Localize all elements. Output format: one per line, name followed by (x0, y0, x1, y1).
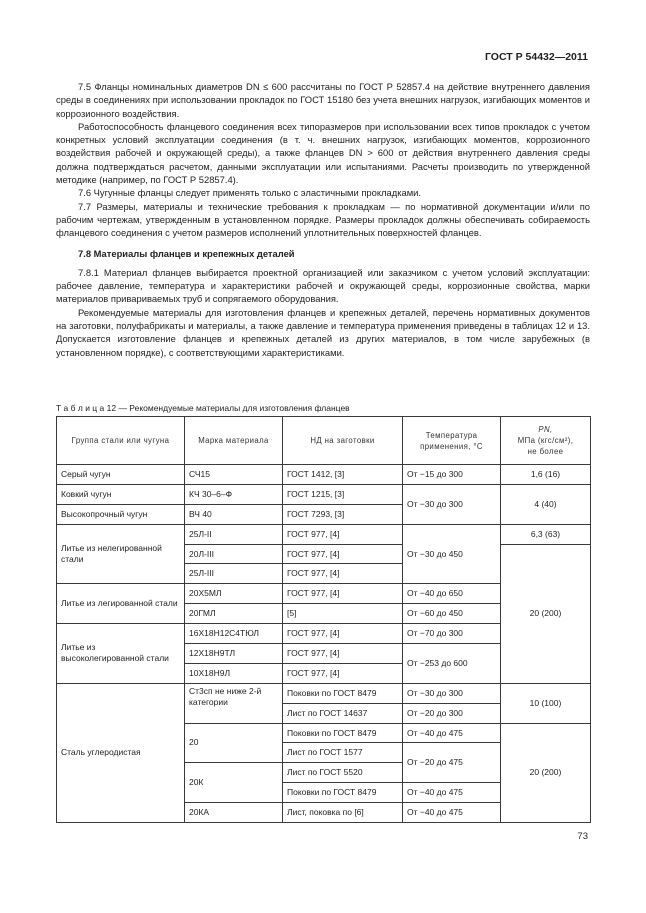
cell-grade: 10Х18Н9Л (185, 663, 283, 683)
header-pressure (501, 417, 591, 465)
header-temperature: Температура применения, °С (403, 417, 501, 465)
cell-pressure: 1,6 (16) (501, 465, 591, 485)
cell-nd: Лист по ГОСТ 14637 (283, 703, 403, 723)
cell-nd: Поковки по ГОСТ 8479 (283, 783, 403, 803)
table-header-row (57, 417, 591, 465)
cell-group: Серый чугун (57, 465, 185, 485)
cell-temperature: От −20 до 475 (403, 743, 501, 783)
cell-temperature: От −15 до 300 (403, 465, 501, 485)
cell-grade: КЧ 30–6–Ф (185, 484, 283, 504)
cell-group: Высокопрочный чугун (57, 504, 185, 524)
cell-nd: ГОСТ 1412, [3] (283, 465, 403, 485)
cell-grade: 20К (185, 763, 283, 803)
cell-nd: ГОСТ 977, [4] (283, 544, 403, 564)
table-caption-label: Т а б л и ц а 12 (56, 403, 117, 413)
header-pn: PN, (538, 425, 553, 434)
cell-nd: ГОСТ 977, [4] (283, 624, 403, 644)
section-heading-7-8: 7.8 Материалы фланцев и крепежных деталей (78, 247, 295, 259)
cell-pressure: 20 (200) (501, 723, 591, 822)
header-group: Группа стали или чугуна (57, 417, 185, 465)
cell-group: Литье из нелегированной стали (57, 524, 185, 584)
header-pn-max: не более (527, 447, 564, 456)
cell-nd: Лист по ГОСТ 5520 (283, 763, 403, 783)
cell-temperature: От −40 до 475 (403, 803, 501, 823)
cell-pressure: 10 (100) (501, 683, 591, 723)
table-row (57, 484, 591, 504)
cell-grade: 25Л-II (185, 524, 283, 544)
paragraph-7-8-1: 7.8.1 Материал фланцев выбирается проектной организацией или заказчиком с учетом условий эксплуатации: рабочее давление, температура и характеристики рабочей и окружающей среды, коррозионные свойства, марки материалов привариваемых труб и сопрягаемого оборудования. (56, 266, 590, 305)
cell-temperature: От −30 до 450 (403, 524, 501, 584)
table-row (57, 465, 591, 485)
cell-pressure: 6,3 (63) (501, 524, 591, 544)
cell-temperature: От −40 до 475 (403, 783, 501, 803)
cell-temperature: От −40 до 475 (403, 723, 501, 743)
cell-group: Литье из высоколегированной стали (57, 624, 185, 684)
cell-grade: СЧ15 (185, 465, 283, 485)
cell-grade: 20 (185, 723, 283, 763)
paragraph-recommended-materials: Рекомендуемые материалы для изготовления фланцев и крепежных деталей, перечень нормативных документов на заготовки, полуфабрикаты и материалы, а также давление и температура применения приведены в таблицах 12 и 13. Допускается изготовление фланцев и крепежных деталей из других материалов, в том числе зарубежных (в установленном порядке), с соответствующими характеристиками. (56, 306, 590, 358)
cell-temperature: От −70 до 300 (403, 624, 501, 644)
cell-nd: ГОСТ 7293, [3] (283, 504, 403, 524)
cell-pressure: 4 (40) (501, 484, 591, 524)
cell-nd: Поковки по ГОСТ 8479 (283, 723, 403, 743)
cell-grade: ВЧ 40 (185, 504, 283, 524)
cell-grade: 20КА (185, 803, 283, 823)
page-number: 73 (577, 831, 588, 842)
cell-group: Литье из легированной стали (57, 584, 185, 624)
cell-pressure: 20 (200) (501, 544, 591, 683)
cell-temperature: От −60 до 450 (403, 604, 501, 624)
cell-grade: 20Х5МЛ (185, 584, 283, 604)
cell-grade: Ст3сп не ниже 2-й категории (185, 683, 283, 723)
cell-group: Ковкий чугун (57, 484, 185, 504)
cell-grade: 20ГМЛ (185, 604, 283, 624)
header-grade: Марка материала (185, 417, 283, 465)
paragraph-7-6: 7.6 Чугунные фланцы следует применять только с эластичными прокладками. (78, 187, 422, 199)
cell-nd: ГОСТ 977, [4] (283, 564, 403, 584)
cell-grade: 12Х18Н9ТЛ (185, 644, 283, 664)
cell-grade: 20Л-III (185, 544, 283, 564)
cell-temperature: От −30 до 300 (403, 484, 501, 524)
cell-nd: ГОСТ 977, [4] (283, 524, 403, 544)
cell-nd: [5] (283, 604, 403, 624)
table-caption-text: — Рекомендуемые материалы для изготовления фланцев (116, 403, 350, 413)
table-row (57, 524, 591, 544)
cell-nd: Лист, поковка по [6] (283, 803, 403, 823)
cell-grade: 16Х18Н12С4ТЮЛ (185, 624, 283, 644)
cell-nd: ГОСТ 977, [4] (283, 584, 403, 604)
cell-grade: 25Л-III (185, 564, 283, 584)
document-header: ГОСТ Р 54432—2011 (484, 51, 588, 63)
cell-nd: ГОСТ 1215, [3] (283, 484, 403, 504)
cell-temperature: От −253 до 600 (403, 644, 501, 684)
cell-temperature: От −20 до 300 (403, 703, 501, 723)
paragraph-7-5: 7.5 Фланцы номинальных диаметров DN ≤ 600 рассчитаны по ГОСТ Р 52857.4 на действие внутреннего давления среды в соединениях при использовании прокладок по ГОСТ 15180 без учета внешних нагрузок, изгибающих моментов и коррозионного воздействия. (56, 81, 590, 119)
header-pn-units: МПа (кгс/см²), (517, 436, 574, 445)
cell-temperature: От −40 до 650 (403, 584, 501, 604)
paragraph-flange-performance: Работоспособность фланцевого соединения всех типоразмеров при использовании всех типов прокладок с учетом конкретных условий эксплуатации соединения (в т. ч. внешних нагрузок, изгибающих моментов, коррозионного воздействия рабочей и окружающей среды), а также фланцев DN > 600 от действия внутреннего давления среды должна подтверждаться расчетом, данными эксплуатации или испытаниями. Расчеты производить по утвержденной методике (например, по ГОСТ Р 52857.4). (56, 120, 590, 186)
body-text (56, 80, 590, 359)
cell-nd: Поковки по ГОСТ 8479 (283, 683, 403, 703)
cell-temperature: От −30 до 300 (403, 683, 501, 703)
cell-nd: Лист по ГОСТ 1577 (283, 743, 403, 763)
cell-nd: ГОСТ 977, [4] (283, 663, 403, 683)
materials-table (56, 416, 591, 823)
cell-group: Сталь углеродистая (57, 683, 185, 822)
paragraph-7-7: 7.7 Размеры, материалы и технические требования к прокладкам — по нормативной документации и/или по рабочим чертежам, утвержденным в установленном порядке. Размеры прокладок должны обеспечивать собираемость фланцевого соединения с учетом размеров исполнений уплотнительных поверхностей фланцев. (56, 200, 590, 239)
header-nd: НД на заготовки (283, 417, 403, 465)
cell-nd: ГОСТ 977, [4] (283, 644, 403, 664)
table-row (57, 683, 591, 703)
table-caption (56, 403, 350, 413)
